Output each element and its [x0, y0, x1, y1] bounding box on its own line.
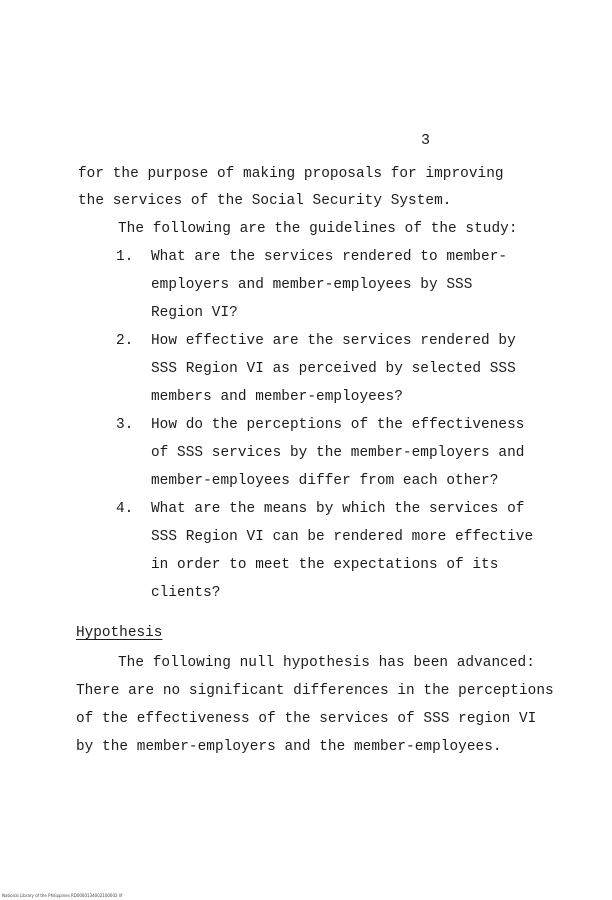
- guidelines-intro: The following are the guidelines of the study:: [118, 221, 518, 237]
- page-number: 3: [421, 132, 431, 149]
- question-4-line-2: SSS Region VI can be rendered more effective: [151, 529, 534, 545]
- question-2-line-2: SSS Region VI as perceived by selected SSS: [151, 361, 516, 377]
- hypothesis-line-3: of the effectiveness of the services of SSS region VI: [76, 711, 537, 727]
- question-1-line-3: Region VI?: [151, 305, 238, 321]
- intro-line-1: for the purpose of making proposals for improving: [78, 166, 504, 182]
- question-1-line-2: employers and member-employees by SSS: [151, 277, 473, 293]
- question-2-line-3: members and member-employees?: [151, 389, 403, 405]
- question-3-line-2: of SSS services by the member-employers and: [151, 445, 525, 461]
- question-2-number: 2.: [116, 333, 134, 349]
- question-3-line-3: member-employees differ from each other?: [151, 473, 499, 489]
- question-1-line-1: What are the services rendered to member-: [151, 249, 508, 265]
- question-4-line-4: clients?: [151, 585, 221, 601]
- hypothesis-line-2: There are no significant differences in the perceptions: [76, 683, 554, 699]
- question-3-number: 3.: [116, 417, 134, 433]
- question-4-number: 4.: [116, 501, 134, 517]
- question-2-line-1: How effective are the services rendered by: [151, 333, 516, 349]
- intro-line-2: the services of the Social Security System.: [78, 193, 452, 209]
- footer-stamp: National Library of the Philippines RD0000134002100002 lif: [2, 893, 123, 898]
- hypothesis-heading: Hypothesis: [76, 625, 163, 641]
- question-4-line-3: in order to meet the expectations of its: [151, 557, 499, 573]
- hypothesis-line-1: The following null hypothesis has been advanced:: [118, 655, 535, 671]
- question-4-line-1: What are the means by which the services of: [151, 501, 525, 517]
- hypothesis-line-4: by the member-employers and the member-employees.: [76, 739, 502, 755]
- question-3-line-1: How do the perceptions of the effectiveness: [151, 417, 525, 433]
- question-1-number: 1.: [116, 249, 134, 265]
